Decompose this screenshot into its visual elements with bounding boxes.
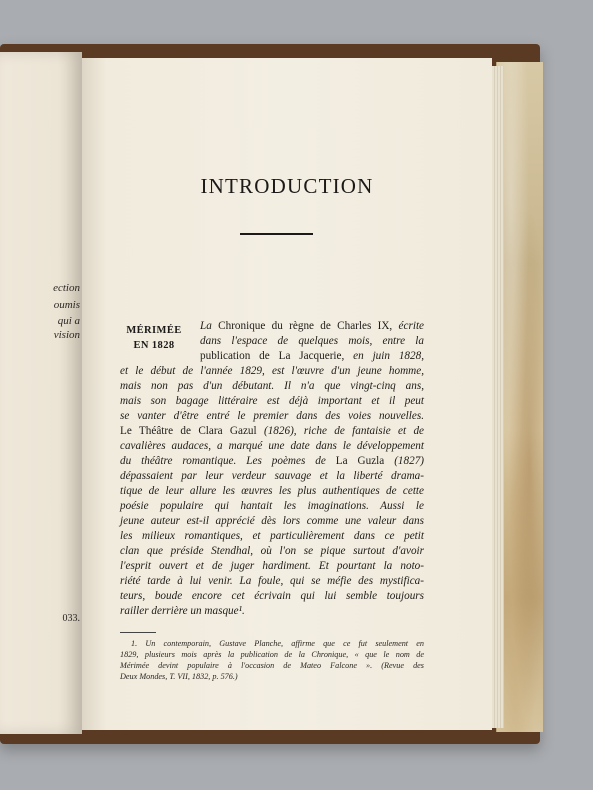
text-line: riété tarde à lui venir. La foule, qui se méfie des mystifica- [120, 575, 424, 587]
text-line: dans l'espace de quelques mois, entre la [200, 335, 424, 347]
left-page-line: oumis [53, 299, 80, 311]
text-line: et le début de l'année 1829, est l'œuvre d'un jeune homme, [120, 365, 424, 377]
text-line: mais son bagage littéraire est déjà important et il peut [120, 395, 424, 407]
footnote-line: Mérimée devint populaire à l'occasion de Mateo Falcone ». (Revue des [120, 661, 424, 670]
text-line: jeune auteur est-il apprécié dès lors comme une valeur dans [120, 515, 424, 527]
left-page-footer: 033. [62, 613, 80, 624]
left-page-line: vision [53, 329, 80, 341]
chapter-title: INTRODUCTION [200, 174, 374, 198]
text-line: dépassaient par leur verdeur sauvage et la liberté drama- [120, 470, 424, 482]
text-line: Le Théâtre de Clara Gazul (1826), riche de fantaisie et de [120, 425, 424, 437]
text-line: railler derrière un masque¹. [120, 605, 245, 617]
text-line: clan que préside Stendhal, où l'on se pique surtout d'avoir [120, 545, 424, 557]
text-line: teurs, boude encore cet écrivain qui lui semble toujours [120, 590, 424, 602]
marginal-note-line: MÉRIMÉE [126, 325, 182, 336]
left-page-line: qui a [57, 315, 80, 327]
text-line: publication de La Jacquerie, en juin 1828, [200, 350, 424, 362]
left-page-line: ection [53, 282, 80, 294]
title-rule [240, 233, 313, 235]
marginal-note [118, 323, 190, 353]
text-line: cavalières audaces, a marqué une date dans le développement [120, 440, 424, 452]
text-line: La Chronique du règne de Charles IX, écrite [200, 320, 425, 332]
text-line: les milieux romantiques, et particulièrement dans ce petit [120, 530, 424, 542]
footnote-line: 1. Un contemporain, Gustave Planche, affirme que ce fut seulement en [131, 639, 424, 648]
left-page [0, 52, 82, 734]
footnote-line: Deux Mondes, T. VII, 1832, p. 576.) [120, 672, 238, 681]
text-line: poésie populaire qui hantait les imaginations. Aussi le [120, 500, 424, 512]
text-line: l'esprit ouvert et de juger hardiment. Et pourtant la noto- [120, 560, 424, 572]
text-line: mais non pas d'un débutant. Il n'a que vingt-cinq ans, [120, 380, 424, 392]
footnote-line: 1829, plusieurs mois après la publication de la Chronique, « que le nom de [120, 650, 424, 659]
text-line: tique de leur allure les œuvres les plus authentiques de cette [120, 485, 424, 497]
text-line: du théâtre romantique. Les poèmes de La Guzla (1827) [120, 455, 425, 467]
marginal-note-line: EN 1828 [133, 340, 175, 351]
text-line: se vanter d'être entré le premier dans des voies nouvelles. [120, 410, 424, 422]
footnote-rule [120, 632, 156, 633]
